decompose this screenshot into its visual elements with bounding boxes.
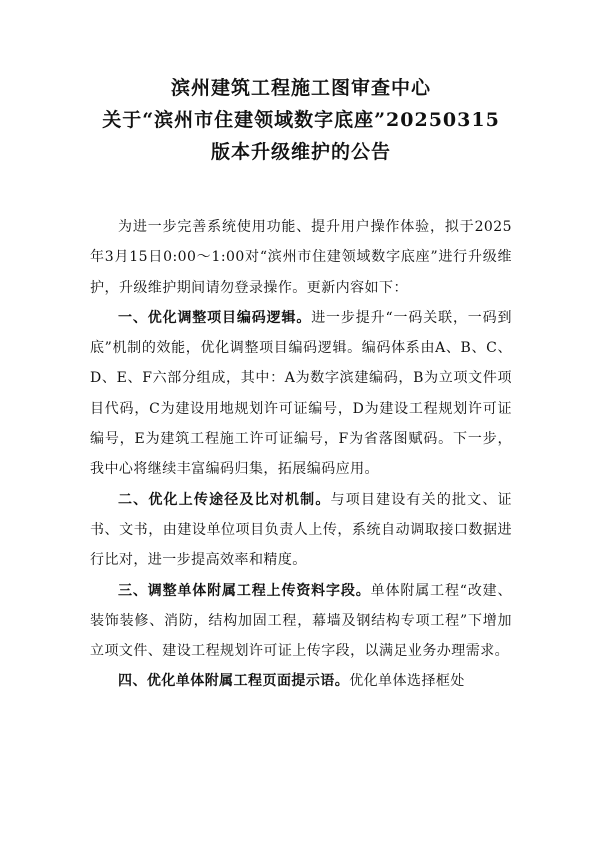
section-heading-3: 三、调整单体附属工程上传资料字段。 [118,582,371,599]
section-text-3: 单体附属工程“改建、装饰装修、消防，结构加固工程，幕墙及钢结构专项工程”下增加立项文件、建设工程规划许可证上传字段，以满足业务办理需求。 [90,582,512,660]
section-text-4: 优化单体选择框处 [349,673,465,690]
title-line-3: 版本升级维护的公告 [210,141,391,163]
section-paragraph-4 [90,666,512,696]
section-text-2: 与项目建设有关的批文、证书、文书，由建设单位项目负责人上传，系统自动调取接口数据进行比对，进一步提高效率和精度。 [90,491,512,569]
section-heading-4: 四、优化单体附属工程页面提示语。 [118,673,350,690]
announcement-body [90,212,512,697]
section-text-1: 进一步提升“一码关联，一码到底”机制的效能，优化调整项目编码逻辑。编码体系由A、B、C、D、E、F六部分组成，其中：A为数字滨建编码，B为立项文件项目代码，C为建设用地规划许可证编号，D为建设工程规划许可证编号，E为建筑工程施工许可证编号，F为省落图赋码。下一步，我中心将继续丰富编码归集，拓展编码应用。 [90,309,512,478]
section-paragraph-1 [90,303,512,485]
section-heading-2: 二、优化上传途径及比对机制。 [118,491,331,508]
section-heading-1: 一、优化调整项目编码逻辑。 [118,309,312,326]
title-line-2: 关于“滨州市住建领域数字底座”20250315 [102,109,500,131]
section-paragraph-2 [90,485,512,576]
announcement-title [90,72,512,168]
intro-paragraph: 为进一步完善系统使用功能、提升用户操作体验，拟于2025年3月15日0:00～1:00对“滨州市住建领域数字底座”进行升级维护，升级维护期间请勿登录操作。更新内容如下： [90,219,512,296]
title-line-1: 滨州建筑工程施工图审查中心 [170,77,431,99]
section-paragraph-3 [90,576,512,667]
